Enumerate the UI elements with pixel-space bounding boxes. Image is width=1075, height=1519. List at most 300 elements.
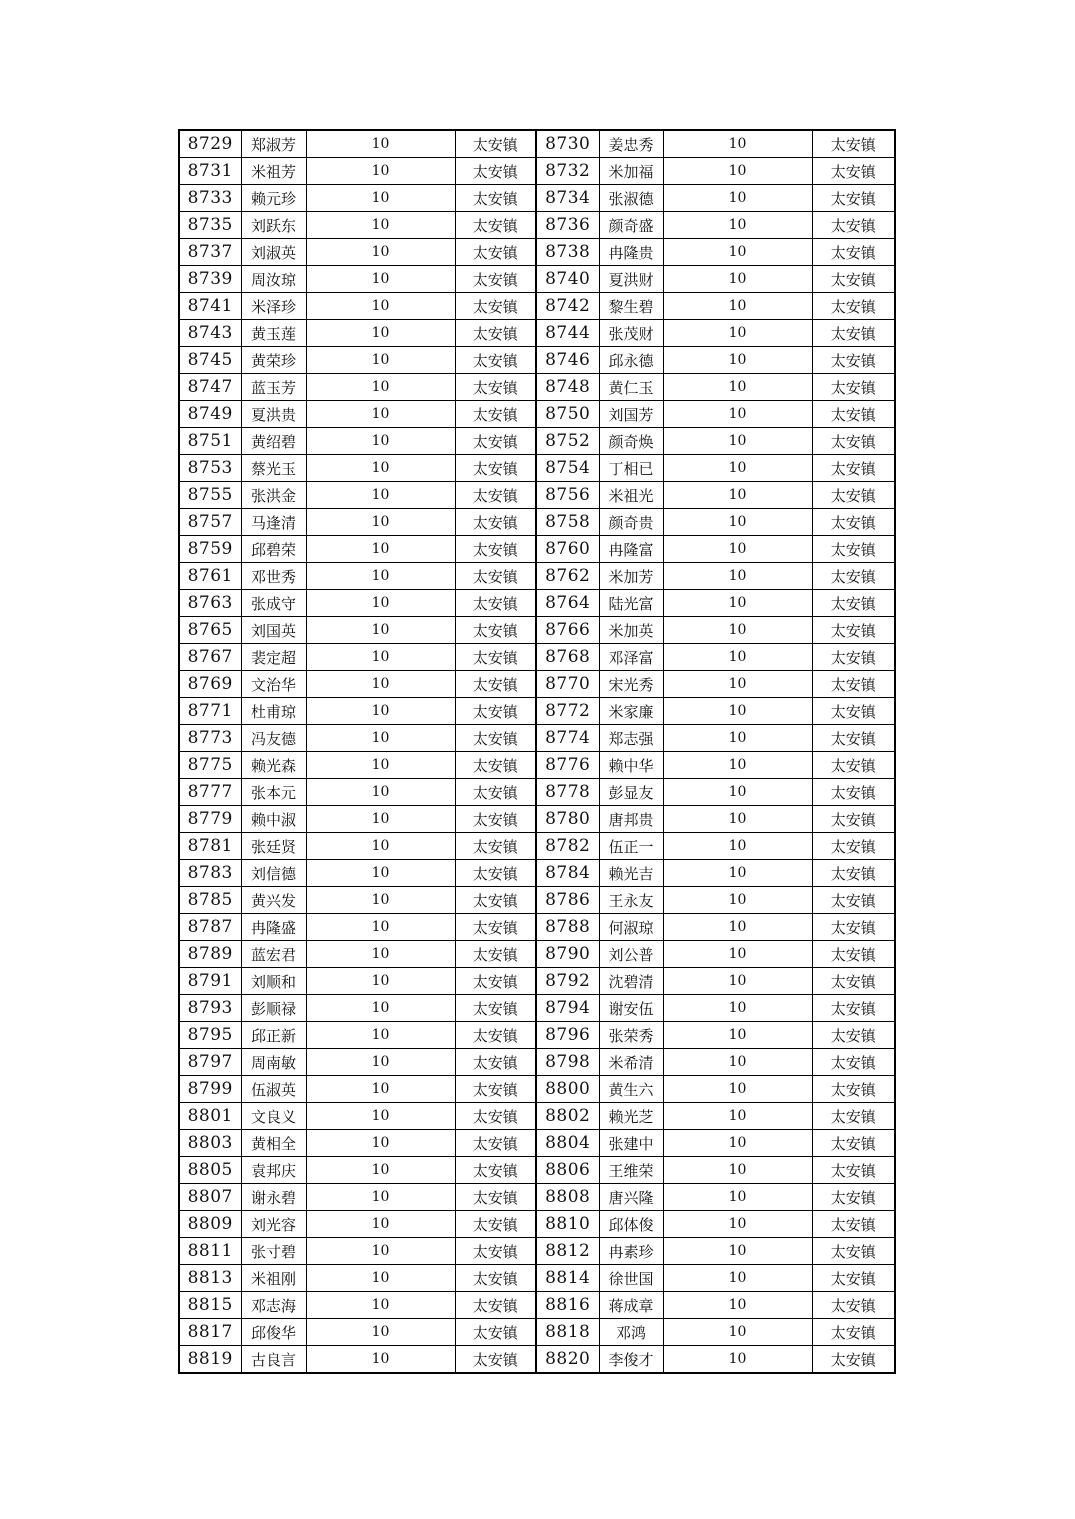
entry-number-cell: 8758 bbox=[536, 509, 599, 536]
person-name-cell: 姜忠秀 bbox=[599, 130, 663, 158]
person-name-cell: 张荣秀 bbox=[599, 1022, 663, 1049]
table-row bbox=[179, 914, 895, 941]
amount-cell: 10 bbox=[306, 644, 455, 671]
town-cell: 太安镇 bbox=[455, 509, 536, 536]
amount-cell: 10 bbox=[306, 1130, 455, 1157]
town-cell: 太安镇 bbox=[455, 671, 536, 698]
amount-cell: 10 bbox=[663, 995, 812, 1022]
amount-cell: 10 bbox=[663, 563, 812, 590]
entry-number-cell: 8788 bbox=[536, 914, 599, 941]
town-cell: 太安镇 bbox=[455, 347, 536, 374]
person-name-cell: 蓝玉芳 bbox=[241, 374, 306, 401]
town-cell: 太安镇 bbox=[455, 482, 536, 509]
amount-cell: 10 bbox=[306, 347, 455, 374]
person-name-cell: 米家廉 bbox=[599, 698, 663, 725]
person-name-cell: 周汝琼 bbox=[241, 266, 306, 293]
amount-cell: 10 bbox=[306, 887, 455, 914]
person-name-cell: 米希清 bbox=[599, 1049, 663, 1076]
amount-cell: 10 bbox=[663, 347, 812, 374]
town-cell: 太安镇 bbox=[455, 644, 536, 671]
entry-number-cell: 8754 bbox=[536, 455, 599, 482]
person-name-cell: 米加英 bbox=[599, 617, 663, 644]
amount-cell: 10 bbox=[663, 293, 812, 320]
person-name-cell: 王永友 bbox=[599, 887, 663, 914]
amount-cell: 10 bbox=[306, 671, 455, 698]
table-row bbox=[179, 779, 895, 806]
entry-number-cell: 8794 bbox=[536, 995, 599, 1022]
entry-number-cell: 8768 bbox=[536, 644, 599, 671]
town-cell: 太安镇 bbox=[812, 1157, 895, 1184]
person-name-cell: 刘国芳 bbox=[599, 401, 663, 428]
entry-number-cell: 8813 bbox=[179, 1265, 241, 1292]
town-cell: 太安镇 bbox=[455, 1130, 536, 1157]
person-name-cell: 唐邦贵 bbox=[599, 806, 663, 833]
town-cell: 太安镇 bbox=[812, 1238, 895, 1265]
amount-cell: 10 bbox=[663, 158, 812, 185]
amount-cell: 10 bbox=[306, 374, 455, 401]
amount-cell: 10 bbox=[663, 1319, 812, 1346]
town-cell: 太安镇 bbox=[812, 860, 895, 887]
entry-number-cell: 8745 bbox=[179, 347, 241, 374]
person-name-cell: 徐世国 bbox=[599, 1265, 663, 1292]
entry-number-cell: 8757 bbox=[179, 509, 241, 536]
entry-number-cell: 8782 bbox=[536, 833, 599, 860]
person-name-cell: 彭顺禄 bbox=[241, 995, 306, 1022]
amount-cell: 10 bbox=[306, 968, 455, 995]
entry-number-cell: 8750 bbox=[536, 401, 599, 428]
table-row bbox=[179, 833, 895, 860]
town-cell: 太安镇 bbox=[455, 1049, 536, 1076]
town-cell: 太安镇 bbox=[812, 374, 895, 401]
table-row bbox=[179, 374, 895, 401]
amount-cell: 10 bbox=[306, 455, 455, 482]
entry-number-cell: 8817 bbox=[179, 1319, 241, 1346]
amount-cell: 10 bbox=[306, 806, 455, 833]
person-name-cell: 蔡光玉 bbox=[241, 455, 306, 482]
entry-number-cell: 8747 bbox=[179, 374, 241, 401]
town-cell: 太安镇 bbox=[812, 779, 895, 806]
person-name-cell: 夏洪财 bbox=[599, 266, 663, 293]
town-cell: 太安镇 bbox=[812, 1211, 895, 1238]
amount-cell: 10 bbox=[306, 401, 455, 428]
entry-number-cell: 8796 bbox=[536, 1022, 599, 1049]
town-cell: 太安镇 bbox=[812, 482, 895, 509]
person-name-cell: 黄兴发 bbox=[241, 887, 306, 914]
person-name-cell: 邱俊华 bbox=[241, 1319, 306, 1346]
amount-cell: 10 bbox=[663, 779, 812, 806]
town-cell: 太安镇 bbox=[812, 752, 895, 779]
person-name-cell: 马逢清 bbox=[241, 509, 306, 536]
amount-cell: 10 bbox=[663, 1292, 812, 1319]
amount-cell: 10 bbox=[663, 1211, 812, 1238]
entry-number-cell: 8732 bbox=[536, 158, 599, 185]
table-row bbox=[179, 1346, 895, 1374]
town-cell: 太安镇 bbox=[812, 320, 895, 347]
person-name-cell: 邱正新 bbox=[241, 1022, 306, 1049]
person-name-cell: 黄仁玉 bbox=[599, 374, 663, 401]
amount-cell: 10 bbox=[306, 1022, 455, 1049]
person-name-cell: 黄相全 bbox=[241, 1130, 306, 1157]
entry-number-cell: 8737 bbox=[179, 239, 241, 266]
amount-cell: 10 bbox=[663, 536, 812, 563]
town-cell: 太安镇 bbox=[455, 212, 536, 239]
entry-number-cell: 8785 bbox=[179, 887, 241, 914]
town-cell: 太安镇 bbox=[455, 617, 536, 644]
amount-cell: 10 bbox=[663, 671, 812, 698]
amount-cell: 10 bbox=[663, 428, 812, 455]
town-cell: 太安镇 bbox=[812, 212, 895, 239]
entry-number-cell: 8738 bbox=[536, 239, 599, 266]
amount-cell: 10 bbox=[306, 698, 455, 725]
amount-cell: 10 bbox=[663, 725, 812, 752]
town-cell: 太安镇 bbox=[812, 1022, 895, 1049]
amount-cell: 10 bbox=[663, 1346, 812, 1374]
entry-number-cell: 8734 bbox=[536, 185, 599, 212]
person-name-cell: 陆光富 bbox=[599, 590, 663, 617]
town-cell: 太安镇 bbox=[812, 1346, 895, 1374]
table-row bbox=[179, 482, 895, 509]
entry-number-cell: 8777 bbox=[179, 779, 241, 806]
entry-number-cell: 8749 bbox=[179, 401, 241, 428]
town-cell: 太安镇 bbox=[455, 1157, 536, 1184]
person-name-cell: 颜奇贵 bbox=[599, 509, 663, 536]
person-name-cell: 赖光森 bbox=[241, 752, 306, 779]
entry-number-cell: 8784 bbox=[536, 860, 599, 887]
town-cell: 太安镇 bbox=[812, 1130, 895, 1157]
town-cell: 太安镇 bbox=[455, 1022, 536, 1049]
person-name-cell: 米加福 bbox=[599, 158, 663, 185]
entry-number-cell: 8746 bbox=[536, 347, 599, 374]
entry-number-cell: 8776 bbox=[536, 752, 599, 779]
person-name-cell: 黄生六 bbox=[599, 1076, 663, 1103]
amount-cell: 10 bbox=[663, 1103, 812, 1130]
person-name-cell: 邓鸿 bbox=[599, 1319, 663, 1346]
town-cell: 太安镇 bbox=[455, 806, 536, 833]
person-name-cell: 刘公普 bbox=[599, 941, 663, 968]
table-row bbox=[179, 1265, 895, 1292]
table-row bbox=[179, 347, 895, 374]
table-row bbox=[179, 698, 895, 725]
town-cell: 太安镇 bbox=[812, 1049, 895, 1076]
town-cell: 太安镇 bbox=[455, 185, 536, 212]
town-cell: 太安镇 bbox=[812, 266, 895, 293]
town-cell: 太安镇 bbox=[455, 320, 536, 347]
entry-number-cell: 8802 bbox=[536, 1103, 599, 1130]
person-name-cell: 张淑德 bbox=[599, 185, 663, 212]
entry-number-cell: 8774 bbox=[536, 725, 599, 752]
person-name-cell: 刘跃东 bbox=[241, 212, 306, 239]
entry-number-cell: 8761 bbox=[179, 563, 241, 590]
amount-cell: 10 bbox=[306, 1103, 455, 1130]
person-name-cell: 邓泽富 bbox=[599, 644, 663, 671]
town-cell: 太安镇 bbox=[812, 590, 895, 617]
amount-cell: 10 bbox=[306, 833, 455, 860]
town-cell: 太安镇 bbox=[455, 887, 536, 914]
amount-cell: 10 bbox=[663, 1238, 812, 1265]
entry-number-cell: 8792 bbox=[536, 968, 599, 995]
entry-number-cell: 8779 bbox=[179, 806, 241, 833]
town-cell: 太安镇 bbox=[812, 995, 895, 1022]
person-name-cell: 冉素珍 bbox=[599, 1238, 663, 1265]
amount-cell: 10 bbox=[306, 1265, 455, 1292]
town-cell: 太安镇 bbox=[455, 401, 536, 428]
person-name-cell: 张寸碧 bbox=[241, 1238, 306, 1265]
town-cell: 太安镇 bbox=[455, 1265, 536, 1292]
person-name-cell: 郑淑芳 bbox=[241, 130, 306, 158]
town-cell: 太安镇 bbox=[812, 158, 895, 185]
person-name-cell: 张成守 bbox=[241, 590, 306, 617]
person-name-cell: 张本元 bbox=[241, 779, 306, 806]
amount-cell: 10 bbox=[663, 941, 812, 968]
amount-cell: 10 bbox=[663, 644, 812, 671]
table-row bbox=[179, 968, 895, 995]
table-row bbox=[179, 1184, 895, 1211]
person-name-cell: 赖中淑 bbox=[241, 806, 306, 833]
amount-cell: 10 bbox=[306, 239, 455, 266]
person-name-cell: 丁相已 bbox=[599, 455, 663, 482]
town-cell: 太安镇 bbox=[812, 1184, 895, 1211]
entry-number-cell: 8740 bbox=[536, 266, 599, 293]
amount-cell: 10 bbox=[663, 1184, 812, 1211]
person-name-cell: 沈碧清 bbox=[599, 968, 663, 995]
table-row bbox=[179, 320, 895, 347]
amount-cell: 10 bbox=[306, 1238, 455, 1265]
entry-number-cell: 8787 bbox=[179, 914, 241, 941]
entry-number-cell: 8819 bbox=[179, 1346, 241, 1374]
town-cell: 太安镇 bbox=[455, 158, 536, 185]
entry-number-cell: 8809 bbox=[179, 1211, 241, 1238]
town-cell: 太安镇 bbox=[455, 1292, 536, 1319]
amount-cell: 10 bbox=[663, 1076, 812, 1103]
entry-number-cell: 8780 bbox=[536, 806, 599, 833]
amount-cell: 10 bbox=[306, 617, 455, 644]
town-cell: 太安镇 bbox=[812, 239, 895, 266]
town-cell: 太安镇 bbox=[812, 563, 895, 590]
entry-number-cell: 8770 bbox=[536, 671, 599, 698]
amount-cell: 10 bbox=[663, 266, 812, 293]
town-cell: 太安镇 bbox=[455, 1184, 536, 1211]
entry-number-cell: 8800 bbox=[536, 1076, 599, 1103]
entry-number-cell: 8742 bbox=[536, 293, 599, 320]
town-cell: 太安镇 bbox=[455, 968, 536, 995]
table-row bbox=[179, 1238, 895, 1265]
person-name-cell: 袁邦庆 bbox=[241, 1157, 306, 1184]
entry-number-cell: 8752 bbox=[536, 428, 599, 455]
person-name-cell: 米祖芳 bbox=[241, 158, 306, 185]
table-row bbox=[179, 130, 895, 158]
entry-number-cell: 8741 bbox=[179, 293, 241, 320]
amount-cell: 10 bbox=[663, 239, 812, 266]
entry-number-cell: 8807 bbox=[179, 1184, 241, 1211]
person-name-cell: 唐兴隆 bbox=[599, 1184, 663, 1211]
town-cell: 太安镇 bbox=[455, 1103, 536, 1130]
table-row bbox=[179, 1022, 895, 1049]
entry-number-cell: 8763 bbox=[179, 590, 241, 617]
town-cell: 太安镇 bbox=[455, 1211, 536, 1238]
entry-number-cell: 8795 bbox=[179, 1022, 241, 1049]
town-cell: 太安镇 bbox=[812, 401, 895, 428]
person-name-cell: 古良言 bbox=[241, 1346, 306, 1374]
person-name-cell: 刘国英 bbox=[241, 617, 306, 644]
person-name-cell: 邱碧荣 bbox=[241, 536, 306, 563]
amount-cell: 10 bbox=[663, 698, 812, 725]
amount-cell: 10 bbox=[663, 1022, 812, 1049]
town-cell: 太安镇 bbox=[455, 860, 536, 887]
amount-cell: 10 bbox=[663, 1049, 812, 1076]
town-cell: 太安镇 bbox=[455, 1238, 536, 1265]
town-cell: 太安镇 bbox=[812, 725, 895, 752]
person-name-cell: 何淑琼 bbox=[599, 914, 663, 941]
entry-number-cell: 8765 bbox=[179, 617, 241, 644]
amount-cell: 10 bbox=[306, 1211, 455, 1238]
entry-number-cell: 8812 bbox=[536, 1238, 599, 1265]
entry-number-cell: 8748 bbox=[536, 374, 599, 401]
entry-number-cell: 8803 bbox=[179, 1130, 241, 1157]
person-name-cell: 邱永德 bbox=[599, 347, 663, 374]
town-cell: 太安镇 bbox=[812, 887, 895, 914]
town-cell: 太安镇 bbox=[812, 968, 895, 995]
person-name-cell: 米祖刚 bbox=[241, 1265, 306, 1292]
amount-cell: 10 bbox=[663, 1130, 812, 1157]
amount-cell: 10 bbox=[306, 130, 455, 158]
entry-number-cell: 8767 bbox=[179, 644, 241, 671]
person-name-cell: 赖元珍 bbox=[241, 185, 306, 212]
town-cell: 太安镇 bbox=[812, 617, 895, 644]
person-name-cell: 冉隆贵 bbox=[599, 239, 663, 266]
amount-cell: 10 bbox=[306, 590, 455, 617]
entry-number-cell: 8791 bbox=[179, 968, 241, 995]
entry-number-cell: 8790 bbox=[536, 941, 599, 968]
town-cell: 太安镇 bbox=[812, 644, 895, 671]
person-name-cell: 周南敏 bbox=[241, 1049, 306, 1076]
town-cell: 太安镇 bbox=[455, 130, 536, 158]
amount-cell: 10 bbox=[306, 1346, 455, 1374]
person-name-cell: 颜奇焕 bbox=[599, 428, 663, 455]
town-cell: 太安镇 bbox=[455, 1319, 536, 1346]
entry-number-cell: 8735 bbox=[179, 212, 241, 239]
entry-number-cell: 8766 bbox=[536, 617, 599, 644]
entry-number-cell: 8816 bbox=[536, 1292, 599, 1319]
entry-number-cell: 8781 bbox=[179, 833, 241, 860]
person-name-cell: 伍正一 bbox=[599, 833, 663, 860]
table-row bbox=[179, 1130, 895, 1157]
amount-cell: 10 bbox=[306, 1292, 455, 1319]
entry-number-cell: 8818 bbox=[536, 1319, 599, 1346]
entry-number-cell: 8798 bbox=[536, 1049, 599, 1076]
entry-number-cell: 8806 bbox=[536, 1157, 599, 1184]
town-cell: 太安镇 bbox=[455, 914, 536, 941]
town-cell: 太安镇 bbox=[455, 1076, 536, 1103]
amount-cell: 10 bbox=[306, 212, 455, 239]
amount-cell: 10 bbox=[306, 482, 455, 509]
entry-number-cell: 8771 bbox=[179, 698, 241, 725]
entry-number-cell: 8805 bbox=[179, 1157, 241, 1184]
person-name-cell: 刘信德 bbox=[241, 860, 306, 887]
table-row bbox=[179, 1103, 895, 1130]
person-name-cell: 裴定超 bbox=[241, 644, 306, 671]
person-name-cell: 刘顺和 bbox=[241, 968, 306, 995]
amount-cell: 10 bbox=[663, 374, 812, 401]
town-cell: 太安镇 bbox=[812, 130, 895, 158]
person-name-cell: 张洪金 bbox=[241, 482, 306, 509]
town-cell: 太安镇 bbox=[455, 293, 536, 320]
person-name-cell: 张茂财 bbox=[599, 320, 663, 347]
town-cell: 太安镇 bbox=[812, 806, 895, 833]
town-cell: 太安镇 bbox=[812, 293, 895, 320]
entry-number-cell: 8739 bbox=[179, 266, 241, 293]
amount-cell: 10 bbox=[663, 482, 812, 509]
table-row bbox=[179, 617, 895, 644]
amount-cell: 10 bbox=[663, 509, 812, 536]
person-name-cell: 黄荣珍 bbox=[241, 347, 306, 374]
town-cell: 太安镇 bbox=[812, 509, 895, 536]
amount-cell: 10 bbox=[663, 1157, 812, 1184]
amount-cell: 10 bbox=[306, 428, 455, 455]
person-name-cell: 赖光吉 bbox=[599, 860, 663, 887]
entry-number-cell: 8759 bbox=[179, 536, 241, 563]
amount-cell: 10 bbox=[306, 185, 455, 212]
town-cell: 太安镇 bbox=[812, 1076, 895, 1103]
person-name-cell: 文治华 bbox=[241, 671, 306, 698]
amount-cell: 10 bbox=[306, 860, 455, 887]
entry-number-cell: 8755 bbox=[179, 482, 241, 509]
person-name-cell: 杜甫琼 bbox=[241, 698, 306, 725]
person-name-cell: 黎生碧 bbox=[599, 293, 663, 320]
table-row bbox=[179, 941, 895, 968]
table-row bbox=[179, 1292, 895, 1319]
table-row bbox=[179, 428, 895, 455]
person-name-cell: 蓝宏君 bbox=[241, 941, 306, 968]
town-cell: 太安镇 bbox=[812, 698, 895, 725]
amount-cell: 10 bbox=[306, 1157, 455, 1184]
table-row bbox=[179, 158, 895, 185]
amount-cell: 10 bbox=[663, 590, 812, 617]
table-row bbox=[179, 266, 895, 293]
entry-number-cell: 8730 bbox=[536, 130, 599, 158]
table-row bbox=[179, 536, 895, 563]
person-name-cell: 冉隆盛 bbox=[241, 914, 306, 941]
amount-cell: 10 bbox=[306, 158, 455, 185]
person-name-cell: 郑志强 bbox=[599, 725, 663, 752]
amount-cell: 10 bbox=[306, 266, 455, 293]
person-name-cell: 伍淑英 bbox=[241, 1076, 306, 1103]
person-name-cell: 夏洪贵 bbox=[241, 401, 306, 428]
person-name-cell: 邓志海 bbox=[241, 1292, 306, 1319]
table-row bbox=[179, 860, 895, 887]
person-name-cell: 宋光秀 bbox=[599, 671, 663, 698]
amount-cell: 10 bbox=[306, 725, 455, 752]
amount-cell: 10 bbox=[306, 1184, 455, 1211]
person-name-cell: 邓世秀 bbox=[241, 563, 306, 590]
town-cell: 太安镇 bbox=[455, 941, 536, 968]
town-cell: 太安镇 bbox=[455, 428, 536, 455]
town-cell: 太安镇 bbox=[455, 563, 536, 590]
entry-number-cell: 8753 bbox=[179, 455, 241, 482]
person-name-cell: 冯友德 bbox=[241, 725, 306, 752]
entry-number-cell: 8783 bbox=[179, 860, 241, 887]
table-row bbox=[179, 995, 895, 1022]
roster-body bbox=[179, 130, 895, 1373]
town-cell: 太安镇 bbox=[455, 698, 536, 725]
amount-cell: 10 bbox=[663, 860, 812, 887]
town-cell: 太安镇 bbox=[455, 590, 536, 617]
entry-number-cell: 8810 bbox=[536, 1211, 599, 1238]
entry-number-cell: 8772 bbox=[536, 698, 599, 725]
town-cell: 太安镇 bbox=[812, 428, 895, 455]
town-cell: 太安镇 bbox=[455, 239, 536, 266]
amount-cell: 10 bbox=[663, 887, 812, 914]
town-cell: 太安镇 bbox=[812, 1103, 895, 1130]
